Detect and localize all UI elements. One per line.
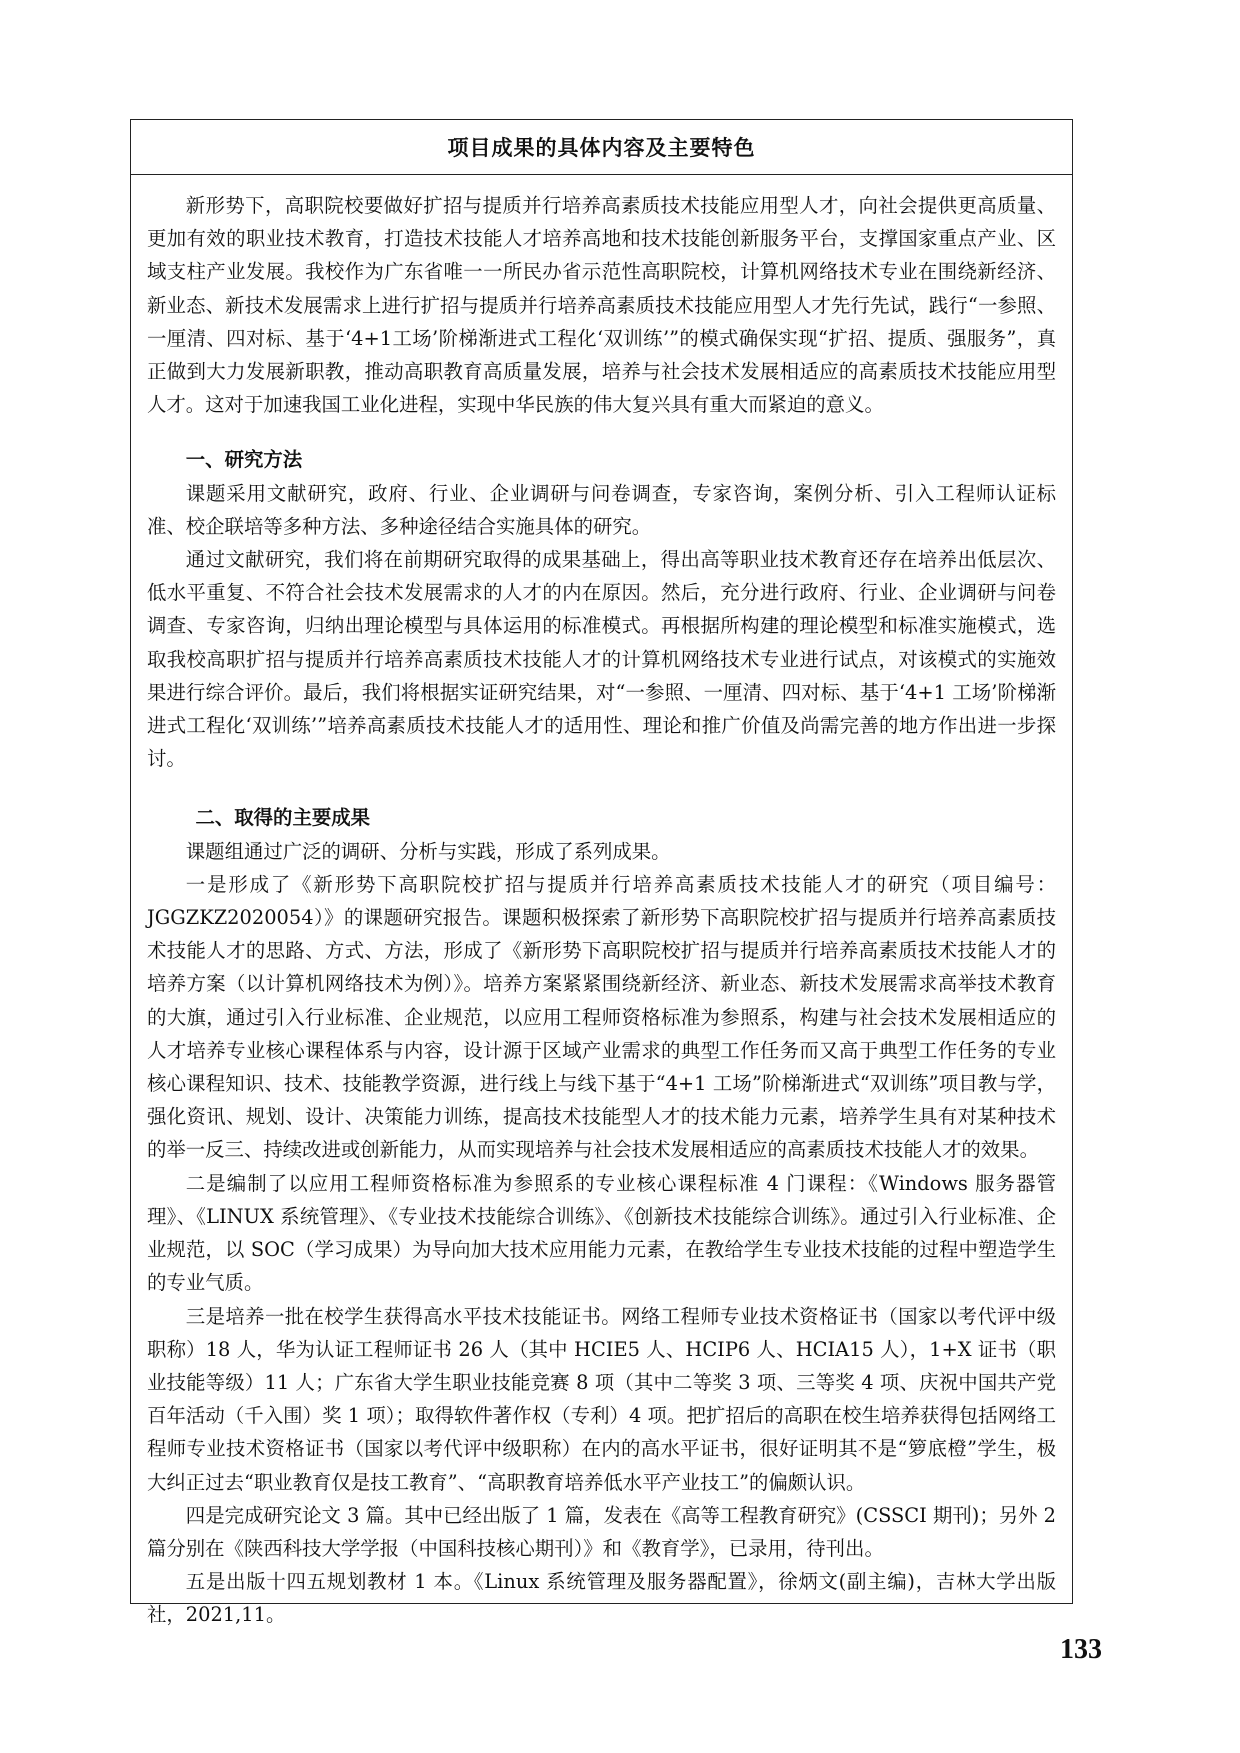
paragraph: 五是出版十四五规划教材 1 本。《Linux 系统管理及服务器配置》，徐炳文(副主编)，吉林大学出版社，2021,11。: [147, 1570, 1056, 1627]
table-header-row: [131, 120, 1072, 175]
table-body: [131, 175, 1072, 1632]
spacer: [147, 775, 1056, 787]
section-heading-methods: 一、研究方法: [185, 448, 303, 472]
paragraph: 四是完成研究论文 3 篇。其中已经出版了 1 篇，发表在《高等工程教育研究》(CSSCI 期刊)；另外 2 篇分别在《陕西科技大学学报（中国科技核心期刊）》和《教育学》，已录用，待刊出。: [147, 1503, 1056, 1560]
paragraph: 二是编制了以应用工程师资格标准为参照系的专业核心课程标准 4 门课程：《Windows 服务器管理》、《LINUX 系统管理》、《专业技术技能综合训练》、《创新技术技能综合训练》。通过引入行业标准、企业规范，以 SOC（学习成果）为导向加大技术应用能力元素，在教给学生专业技术技能的过程中塑造学生的专业气质。: [147, 1171, 1056, 1295]
paragraph: 一是形成了《新形势下高职院校扩招与提质并行培养高素质技术技能人才的研究（项目编号：JGGZKZ2020054）》的课题研究报告。课题积极探索了新形势下高职院校扩招与提质并行培养高素质技术技能人才的思路、方式、方法，形成了《新形势下高职院校扩招与提质并行培养高素质技术技能人才的培养方案（以计算机网络技术为例）》。培养方案紧紧围绕新经济、新业态、新技术发展需求高举技术教育的大旗，通过引入行业标准、企业规范，以应用工程师资格标准为参照系，构建与社会技术发展相适应的人才培养专业核心课程体系与内容，设计源于区域产业需求的典型工作任务而又高于典型工作任务的专业核心课程知识、技术、技能教学资源，进行线上与线下基于“4+1 工场”阶梯渐进式“双训练”项目教与学，强化资讯、规划、设计、决策能力训练，提高技术技能型人才的技术能力元素，培养学生具有对某种技术的举一反三、持续改进或创新能力，从而实现培养与社会技术发展相适应的高素质技术技能人才的效果。: [147, 872, 1056, 1162]
page-number: 133: [1060, 1634, 1102, 1665]
table-title: 项目成果的具体内容及主要特色: [447, 135, 756, 160]
spacer: [147, 421, 1056, 433]
intro-paragraph: 新形势下，高职院校要做好扩招与提质并行培养高素质技术技能应用型人才，向社会提供更高质量、更加有效的职业技术教育，打造技术技能人才培养高地和技术技能创新服务平台，支撑国家重点产业、区域支柱产业发展。我校作为广东省唯一一所民办省示范性高职院校，计算机网络技术专业在围绕新经济、新业态、新技术发展需求上进行扩招与提质并行培养高素质技术技能应用型人才先行先试，践行“一参照、一厘清、四对标、基于‘4+1工场’阶梯渐进式工程化‘双训练’”的模式确保实现“扩招、提质、强服务”，真正做到大力发展新职教，推动高职教育高质量发展，培养与社会技术发展相适应的高素质技术技能应用型人才。这对于加速我国工业化进程，实现中华民族的伟大复兴具有重大而紧迫的意义。: [147, 194, 1056, 417]
content-table: [130, 119, 1073, 1627]
section-heading-results: 二、取得的主要成果: [195, 806, 371, 830]
paragraph: 课题组通过广泛的调研、分析与实践，形成了系列成果。: [185, 839, 671, 863]
paragraph: 课题采用文献研究，政府、行业、企业调研与问卷调查，专家咨询，案例分析、引入工程师认证标准、校企联培等多种方法、多种途径结合实施具体的研究。: [147, 481, 1056, 538]
paragraph: 三是培养一批在校学生获得高水平技术技能证书。网络工程师专业技术资格证书（国家以考代评中级职称）18 人，华为认证工程师证书 26 人（其中 HCIE5 人、HCIP6 人、HCIA15 人），1+X 证书（职业技能等级）11 人；广东省大学生职业技能竞赛 8 项（其中二等奖 3 项、三等奖 4 项、庆祝中国共产党百年活动（千入围）奖 1 项）；取得软件著作权（专利）4 项。把扩招后的高职在校生培养获得包括网络工程师专业技术资格证书（国家以考代评中级职称）在内的高水平证书，很好证明其不是“箩底橙”学生，极大纠正过去“职业教育仅是技工教育”、“高职教育培养低水平产业技工”的偏颇认识。: [147, 1304, 1056, 1494]
paragraph: 通过文献研究，我们将在前期研究取得的成果基础上，得出高等职业技术教育还存在培养出低层次、低水平重复、不符合社会技术发展需求的人才的内在原因。然后，充分进行政府、行业、企业调研与问卷调查、专家咨询，归纳出理论模型与具体运用的标准模式。再根据所构建的理论模型和标准实施模式，选取我校高职扩招与提质并行培养高素质技术技能人才的计算机网络技术专业进行试点，对该模式的实施效果进行综合评价。最后，我们将根据实证研究结果，对“一参照、一厘清、四对标、基于‘4+1 工场’阶梯渐进式工程化‘双训练’”培养高素质技术技能人才的适用性、理论和推广价值及尚需完善的地方作出进一步探讨。: [147, 548, 1056, 771]
